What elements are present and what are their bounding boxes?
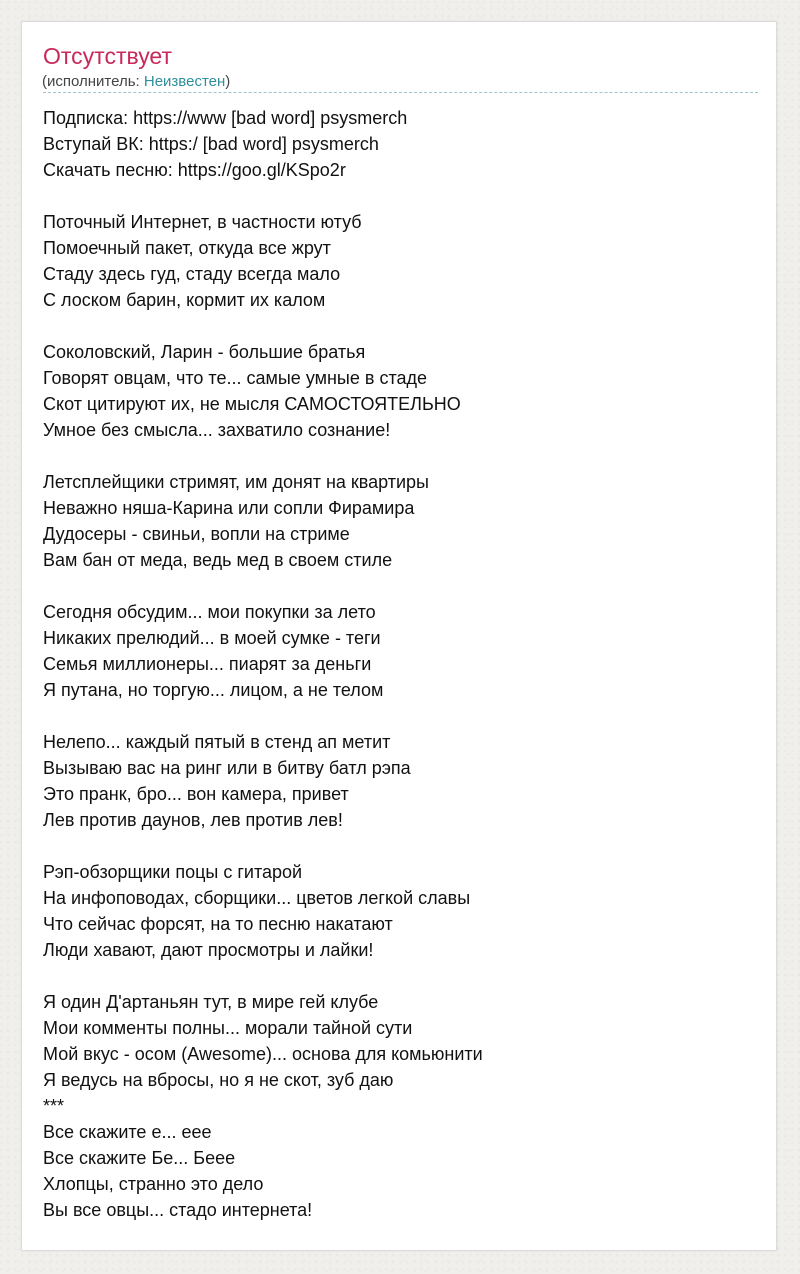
lyric-line: Умное без смысла... захватило сознание!	[43, 420, 391, 440]
song-title: Отсутствует	[43, 43, 172, 69]
lyric-line: Скот цитируют их, не мысля САМОСТОЯТЕЛЬНО	[43, 394, 461, 414]
lyric-line: Все скажите е... еее	[43, 1122, 212, 1142]
lyric-blank-line	[43, 703, 755, 729]
lyric-line: Вы все овцы... стадо интернета!	[43, 1200, 313, 1220]
lyric-blank-line	[43, 963, 755, 989]
lyric-line: ***	[43, 1096, 65, 1116]
lyric-line: Мои комменты полны... морали тайной сути	[43, 1018, 413, 1038]
lyric-line: Поточный Интернет, в частности ютуб	[43, 212, 362, 232]
lyric-line: Рэп-обзорщики поцы с гитарой	[43, 862, 303, 882]
lyric-line: Подписка: https://www [bad word] psysmerch	[43, 108, 408, 128]
divider	[43, 92, 758, 93]
artist-link[interactable]: Неизвестен	[143, 73, 226, 90]
lyric-line: Мой вкус - осом (Awesome)... основа для комьюнити	[43, 1044, 483, 1064]
lyric-line: Никаких прелюдий... в моей сумке - теги	[43, 628, 381, 648]
lyric-line: Люди хавают, дают просмотры и лайки!	[43, 940, 374, 960]
lyric-line: Помоечный пакет, откуда все жрут	[43, 238, 331, 258]
lyric-line: Вам бан от меда, ведь мед в своем стиле	[43, 550, 393, 570]
lyric-line: Вызываю вас на ринг или в битву батл рэпа	[43, 758, 411, 778]
lyric-line: Это пранк, бро... вон камера, привет	[43, 784, 349, 804]
artist-prefix: (исполнитель:	[42, 73, 144, 90]
lyric-line: Летсплейщики стримят, им донят на квартиры	[43, 472, 429, 492]
lyric-line: Вступай ВК: https:/ [bad word] psysmerch	[43, 134, 379, 154]
lyric-line: Я путана, но торгую... лицом, а не телом	[43, 680, 384, 700]
lyric-blank-line	[43, 183, 755, 209]
lyric-line: Все скажите Бе... Беее	[43, 1148, 236, 1168]
lyric-blank-line	[43, 443, 755, 469]
lyric-blank-line	[43, 313, 755, 339]
lyric-blank-line	[43, 573, 755, 599]
lyric-line: Стаду здесь гуд, стаду всегда мало	[43, 264, 341, 284]
lyrics-card	[21, 21, 777, 1251]
lyric-blank-line	[43, 833, 755, 859]
lyric-line: Соколовский, Ларин - большие братья	[43, 342, 366, 362]
lyric-line: Говорят овцам, что те... самые умные в стаде	[43, 368, 428, 388]
lyric-line: Хлопцы, странно это дело	[43, 1174, 264, 1194]
lyric-line: Сегодня обсудим... мои покупки за лето	[43, 602, 376, 622]
artist-line	[42, 72, 230, 92]
lyric-line: Нелепо... каждый пятый в стенд ап метит	[43, 732, 391, 752]
lyric-line: С лоском барин, кормит их калом	[43, 290, 326, 310]
lyric-line: Лев против даунов, лев против лев!	[43, 810, 343, 830]
lyric-line: Я один Д'артаньян тут, в мире гей клубе	[43, 992, 379, 1012]
artist-suffix: )	[225, 73, 231, 90]
lyrics-text	[43, 105, 755, 1223]
lyric-line: Я ведусь на вбросы, но я не скот, зуб даю	[43, 1070, 394, 1090]
lyric-line: Скачать песню: https://goo.gl/KSpo2r	[43, 160, 346, 180]
lyric-line: Неважно няша-Карина или сопли Фирамира	[43, 498, 415, 518]
lyric-line: Дудосеры - свиньи, вопли на стриме	[43, 524, 350, 544]
lyric-line: Семья миллионеры... пиарят за деньги	[43, 654, 372, 674]
lyric-line: На инфоповодах, сборщики... цветов легкой славы	[43, 888, 471, 908]
lyric-line: Что сейчас форсят, на то песню накатают	[43, 914, 393, 934]
